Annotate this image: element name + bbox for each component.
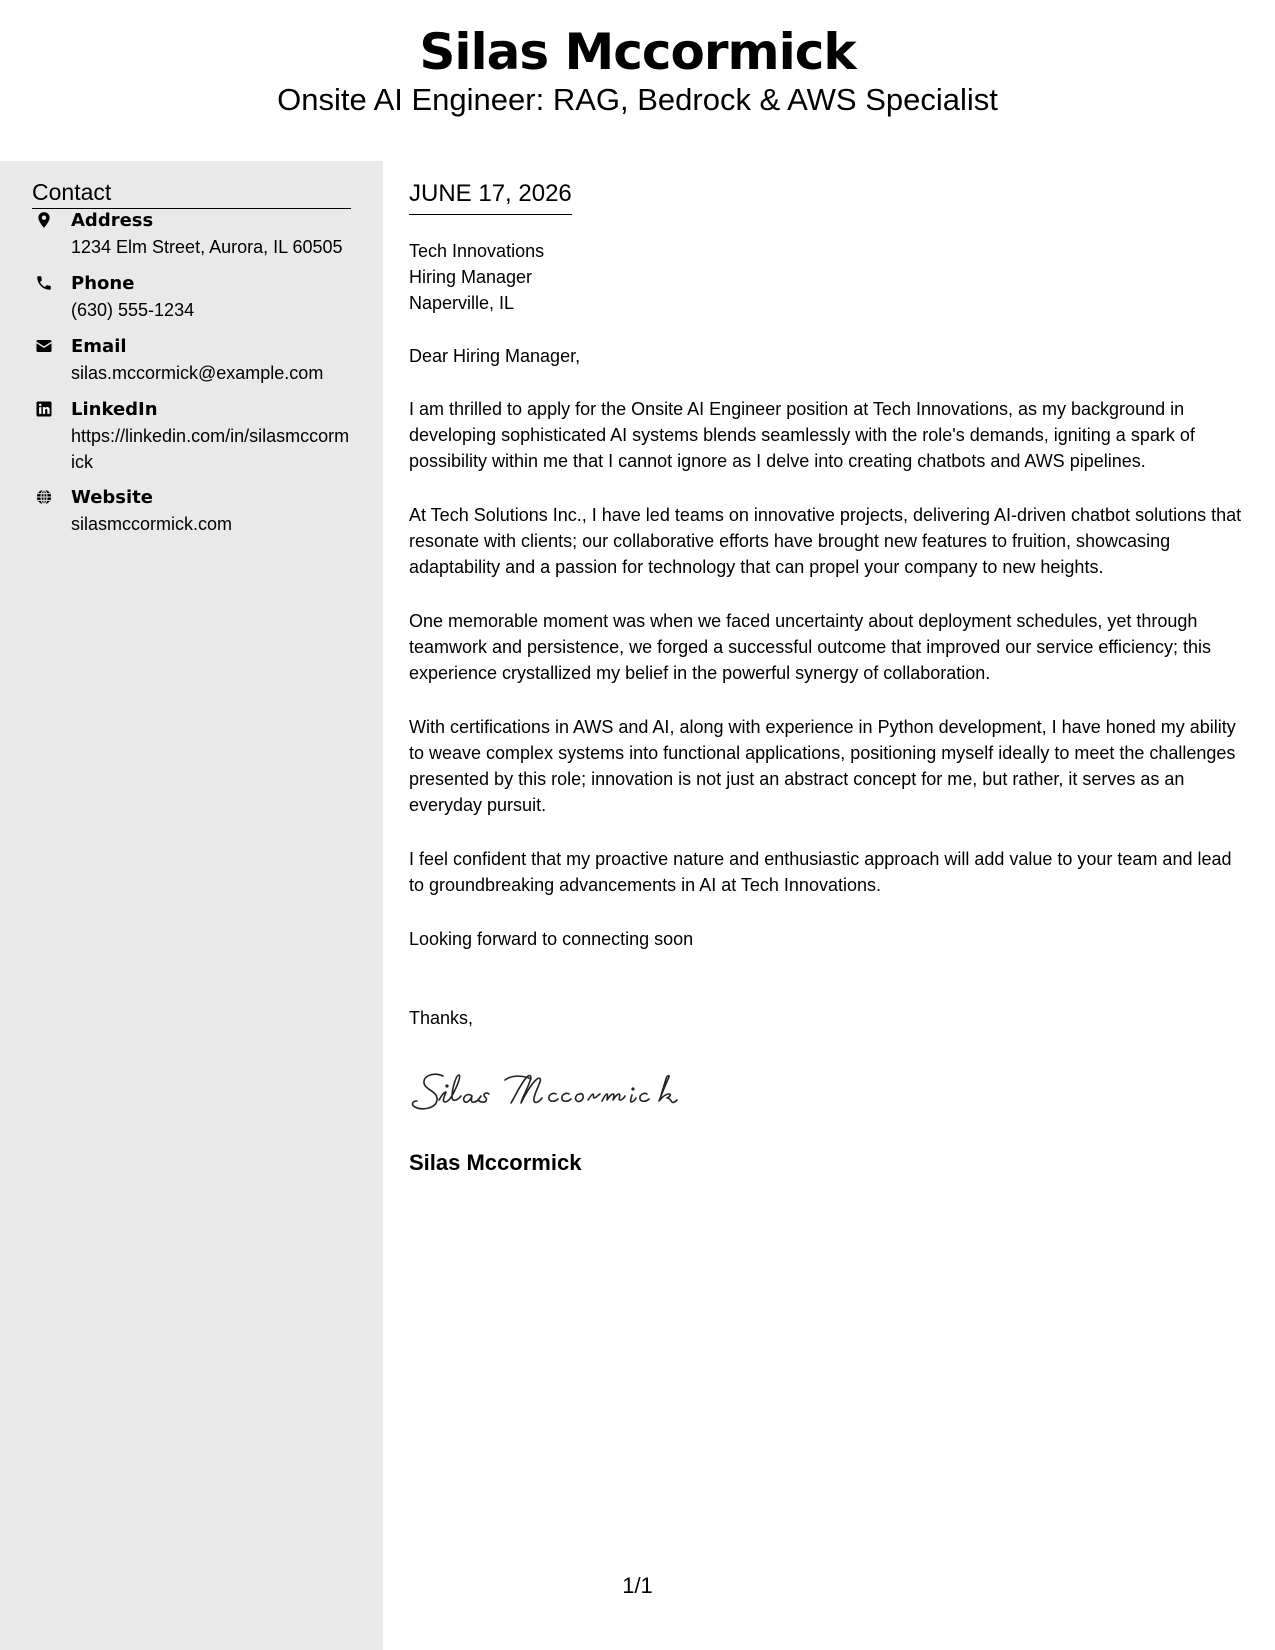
envelope-icon [35, 337, 53, 355]
body-paragraph: At Tech Solutions Inc., I have led teams on innovative projects, delivering AI-driven chatbot solutions that resonate with clients; our collaborative efforts have brought new features to fruition, showcasing adaptability and a passion for technology that can propel your company to new heights. [409, 505, 1242, 577]
salutation: Dear Hiring Manager, [409, 346, 581, 366]
recipient-title: Hiring Manager [409, 267, 533, 287]
page-number: 1/1 [622, 1573, 653, 1598]
linkedin-label: LinkedIn [71, 399, 158, 420]
address-label: Address [71, 210, 154, 231]
phone-value: (630) 555-1234 [71, 300, 195, 320]
contact-heading: Contact [32, 177, 351, 209]
body-paragraph: One memorable moment was when we faced uncertainty about deployment schedules, yet through teamwork and persistence, we forged a successful outcome that improved our service efficiency; this experience crystallized my belief in the powerful synergy of collaboration. [409, 611, 1212, 683]
globe-icon [35, 488, 53, 506]
website-value: silasmccormick.com [71, 514, 233, 534]
body-paragraph: With certifications in AWS and AI, along with experience in Python development, I have honed my ability to weave complex systems into functional applications, positioning myself ideally to meet the challenges presented by this role; innovation is not just an abstract concept for me, but rather, it serves as an everyday pursuit. [409, 717, 1236, 815]
address-value: 1234 Elm Street, Aurora, IL 60505 [71, 237, 343, 257]
phone-icon [35, 274, 53, 292]
linkedin-value: https://linkedin.com/in/silasmccormick [71, 426, 350, 472]
body-paragraph: I am thrilled to apply for the Onsite AI Engineer position at Tech Innovations, as my background in developing sophisticated AI systems blends seamlessly with the role's demands, igniting a spark of possibility within me that I cannot ignore as I delve into creating chatbots and AWS pipelines. [409, 399, 1195, 471]
phone-label: Phone [71, 273, 135, 294]
applicant-name: Silas Mccormick [419, 23, 856, 81]
sign-off: Thanks, [409, 1008, 474, 1028]
email-label: Email [71, 336, 127, 357]
applicant-headline: Onsite AI Engineer: RAG, Bedrock & AWS Specialist [277, 82, 998, 117]
contact-sidebar [0, 161, 383, 1650]
recipient-block [409, 238, 1249, 316]
map-pin-icon [35, 211, 53, 229]
website-label: Website [71, 487, 154, 508]
letter-header [0, 0, 1275, 160]
closing-line: Looking forward to connecting soon [409, 929, 694, 949]
body-paragraph: I feel confident that my proactive nature and enthusiastic approach will add value to your team and lead to groundbreaking advancements in AI at Tech Innovations. [409, 849, 1232, 895]
handwritten-signature [409, 1067, 709, 1117]
recipient-company: Tech Innovations [409, 241, 545, 261]
recipient-location: Naperville, IL [409, 293, 515, 313]
email-value: silas.mccormick@example.com [71, 363, 324, 383]
signer-name: Silas Mccormick [409, 1150, 582, 1175]
linkedin-icon [35, 400, 53, 418]
letter-date: JUNE 17, 2026 [409, 179, 572, 215]
